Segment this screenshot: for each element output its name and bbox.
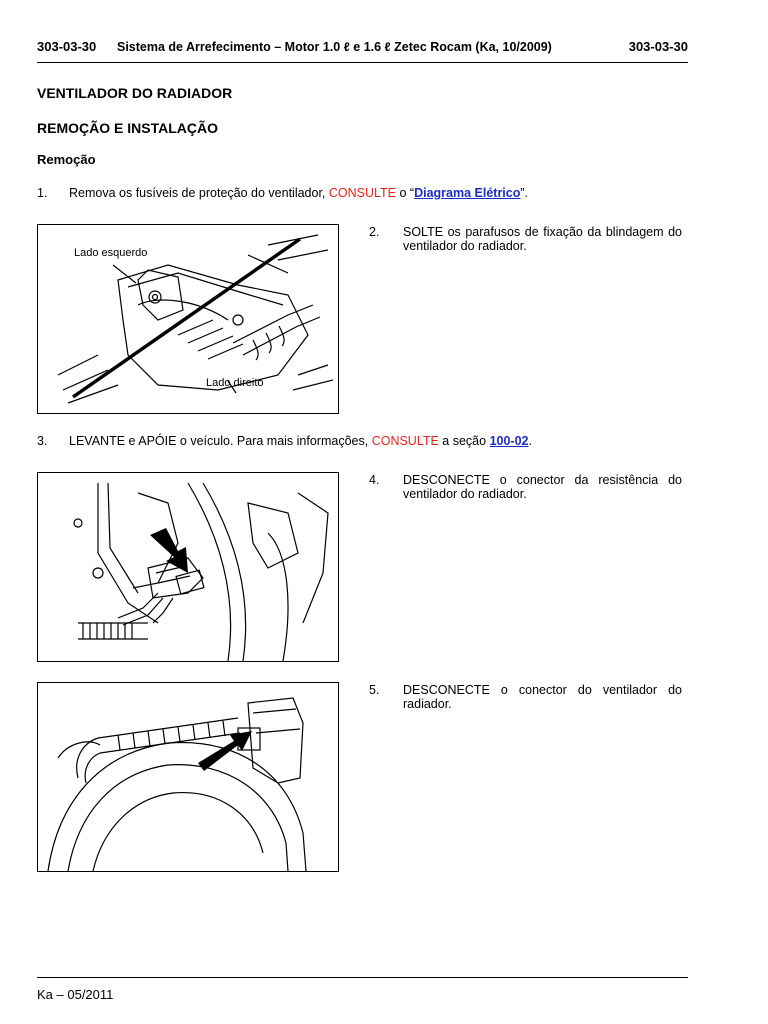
resistor-connector-illustration — [38, 473, 338, 661]
figure-fan-connector — [37, 682, 339, 872]
page-header — [37, 39, 688, 59]
label-right-side: Lado direito — [206, 377, 264, 389]
label-left-side: Lado esquerdo — [74, 247, 148, 259]
section-title: VENTILADOR DO RADIADOR — [37, 85, 233, 101]
step-number: 2. — [369, 225, 380, 239]
step-number: 1. — [37, 186, 48, 200]
page-number-right: 303-03-30 — [628, 39, 688, 54]
page-number-left: 303-03-30 — [37, 39, 97, 54]
step-text: SOLTE os parafusos de fixação da blindagem do ventilador do radiador. — [403, 225, 682, 253]
header-rule — [37, 62, 688, 63]
document-title: Sistema de Arrefecimento – Motor 1.0 ℓ e 1.6 ℓ Zetec Rocam (Ka, 10/2009) — [117, 40, 552, 54]
fan-shroud-illustration — [38, 225, 338, 413]
consult-keyword: CONSULTE — [328, 186, 397, 200]
step-text: Remova os fusíveis de proteção do ventilador, CONSULTE o “Diagrama Elétrico”. — [69, 186, 529, 200]
subsection-title: REMOÇÃO E INSTALAÇÃO — [37, 120, 218, 136]
consult-keyword: CONSULTE — [371, 434, 439, 448]
step-5 — [369, 683, 682, 711]
footer-rule — [37, 977, 688, 978]
step-number: 4. — [369, 473, 380, 487]
step-4 — [369, 473, 682, 501]
step-number: 5. — [369, 683, 380, 697]
wiring-diagram-link[interactable]: Diagrama Elétrico — [414, 186, 521, 200]
step-text: DESCONECTE o conector do ventilador do radiador. — [403, 683, 682, 711]
step-number: 3. — [37, 434, 48, 448]
page-footer: Ka – 05/2011 — [37, 987, 114, 1002]
step-text: DESCONECTE o conector da resistência do ventilador do radiador. — [403, 473, 682, 501]
figure-fan-shroud-bolts — [37, 224, 339, 414]
fan-connector-illustration — [38, 683, 338, 871]
figure-resistor-connector — [37, 472, 339, 662]
step-text: LEVANTE e APÓIE o veículo. Para mais informações, CONSULTE a seção 100-02. — [69, 434, 532, 448]
step-2 — [369, 225, 682, 253]
section-100-02-link[interactable]: 100-02 — [489, 434, 529, 448]
procedure-title: Remoção — [37, 152, 96, 167]
